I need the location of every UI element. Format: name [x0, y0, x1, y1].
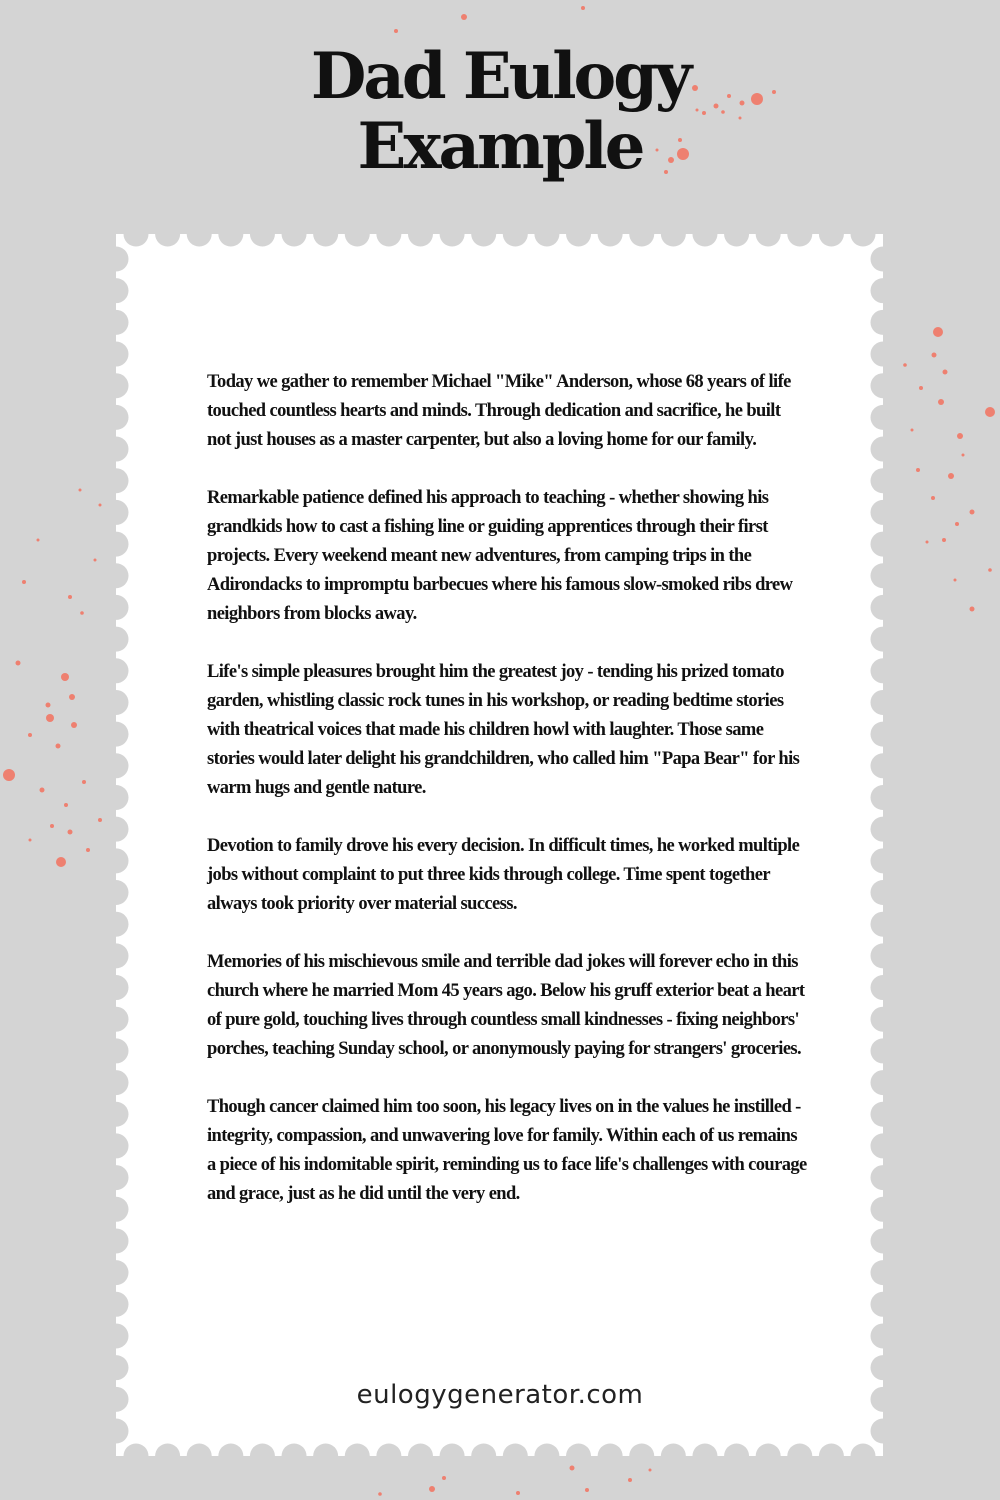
title-line-1: Dad Eulogy: [310, 39, 690, 114]
paragraph: Remarkable patience defined his approach to teaching - whether showing his grandkids how to cast a fishing line or guiding apprentices through their first projects. Every weekend meant new adventures, from camping trips in the Adirondacks to impromptu barbecues where his famous slow-smoked ribs drew neighbors from blocks away.: [207, 488, 793, 624]
paragraph: Today we gather to remember Michael "Mike" Anderson, whose 68 years of life touched countless hearts and minds. Through dedication and sacrifice, he built not just houses as a master carpenter, but also a loving home for our family.: [207, 372, 791, 450]
paragraph: Devotion to family drove his every decision. In difficult times, he worked multiple jobs without complaint to put three kids through college. Time spent together always took priority over material success.: [207, 836, 800, 914]
paragraph: Life's simple pleasures brought him the greatest joy - tending his prized tomato garden, whistling classic rock tunes in his workshop, or reading bedtime stories with theatrical voices that made his children howl with laughter. Those same stories would later delight his grandchildren, who called him "Papa Bear" for his warm hugs and gentle nature.: [207, 662, 800, 798]
title-line-2: Example: [357, 109, 643, 184]
paragraph: Though cancer claimed him too soon, his legacy lives on in the values he instilled - integrity, compassion, and unwavering love for family. Within each of us remains a piece of his indomitable spirit, reminding us to face life's challenges with courage and grace, just as he did until the very end.: [207, 1097, 807, 1204]
paragraph: Memories of his mischievous smile and terrible dad jokes will forever echo in this church where he married Mom 45 years ago. Below his gruff exterior beat a heart of pure gold, touching lives through countless small kindnesses - fixing neighbors' porches, teaching Sunday school, or anonymously paying for strangers' groceries.: [207, 952, 805, 1059]
eulogy-text: [207, 368, 807, 1238]
page-title: [0, 39, 1000, 184]
website-url: eulogygenerator.com: [356, 1380, 644, 1410]
